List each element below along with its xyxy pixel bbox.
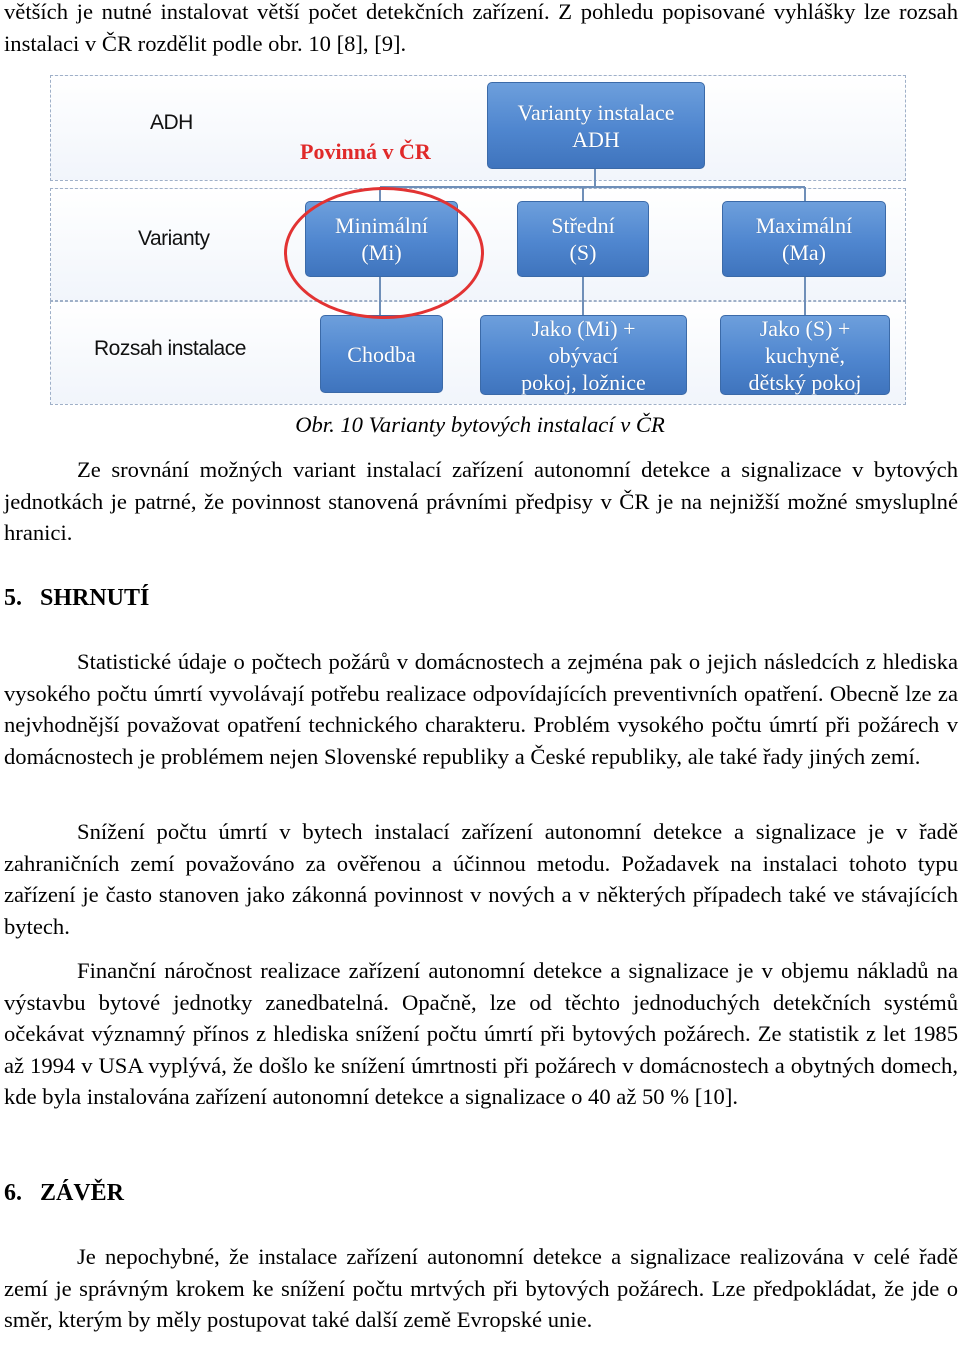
section-heading-summary <box>4 582 149 614</box>
section-heading-conclusion <box>4 1177 124 1209</box>
box-adh-variants: Varianty instalace ADH <box>487 82 705 169</box>
box-scope-living: Jako (Mi) + obývací pokoj, ložnice <box>480 315 687 395</box>
figure-caption: Obr. 10 Varianty bytových instalací v ČR <box>295 412 665 437</box>
box-scope-corridor: Chodba <box>320 315 443 393</box>
section-number: 6. <box>4 1180 22 1206</box>
box-variant-maximal: Maximální (Ma) <box>722 201 886 277</box>
section-title: ZÁVĚR <box>40 1180 125 1206</box>
paragraph-comparison: Ze srovnání možných variant instalací zařízení autonomní detekce a signalizace v bytových jednotkách je patrné, že povinnost stanovená právními předpisy v ČR je na nejnižší možné smysluplné hranici. <box>4 457 958 545</box>
section-number: 5. <box>4 585 22 611</box>
band-label-scope: Rozsah instalace <box>94 337 246 360</box>
box-variant-medium: Střední (S) <box>517 201 649 277</box>
paragraph-costs: Finanční náročnost realizace zařízení autonomní detekce a signalizace je v objemu nákladů na výstavbu bytové jednotky zanedbatelná. Opačně, lze od těchto jednoduchých detekčních systémů očekávat významný přínos z hlediska snížení počtu úmrtí při bytových požárech. Ze statistik z let 1985 až 1994 v USA vyplývá, že došlo ke snížení úmrtnosti při požárech v domácnostech a obytných domech, kde byla instalována zařízení autonomní detekce a signalizace o 40 až 50 % [10]. <box>4 958 958 1109</box>
mandatory-label: Povinná v ČR <box>300 139 431 164</box>
mandatory-highlight-ring <box>284 187 484 319</box>
section-title: SHRNUTÍ <box>40 585 150 611</box>
installation-variants-diagram <box>50 75 906 405</box>
band-label-variants: Varianty <box>138 227 210 250</box>
paragraph-statistics: Statistické údaje o počtech požárů v domácnostech a zejména pak o jejich následcích z hlediska vysokého počtu úmrtí vyvolávají potřebu realizace odpovídajících preventivních opatření. Obecně lze za nejvhodnější považovat opatření technického charakteru. Problém vysokého počtu úmrtí při požárech v domácnostech je problémem nejen Slovenské republiky a České republiky, ale také řady jiných zemí. <box>4 649 958 769</box>
paragraph-conclusion: Je nepochybné, že instalace zařízení autonomní detekce a signalizace realizována v celé řadě zemí je správným krokem ke snížení počtu mrtvých při bytových požárech. Lze předpokládat, že jde o směr, kterým by měly postupovat také další země Evropské unie. <box>4 1244 958 1332</box>
box-scope-kitchen: Jako (S) + kuchyně, dětský pokoj <box>720 315 890 395</box>
paragraph-reduction: Snížení počtu úmrtí v bytech instalací zařízení autonomní detekce a signalizace je v řadě zahraničních zemí považováno za ověřenou a účinnou metodu. Požadavek na instalaci tohoto typu zařízení je často stanoven jako zákonná povinnost v nových a v některých případech také ve stávajících bytech. <box>4 819 958 939</box>
intro-paragraph: větších je nutné instalovat větší počet detekčních zařízení. Z pohledu popisované vyhlášky lze rozsah instalaci v ČR rozdělit podle obr. 10 [8], [9]. <box>4 0 958 56</box>
band-label-adh: ADH <box>150 111 193 134</box>
box-variant-minimal: Minimální (Mi) <box>305 201 458 277</box>
